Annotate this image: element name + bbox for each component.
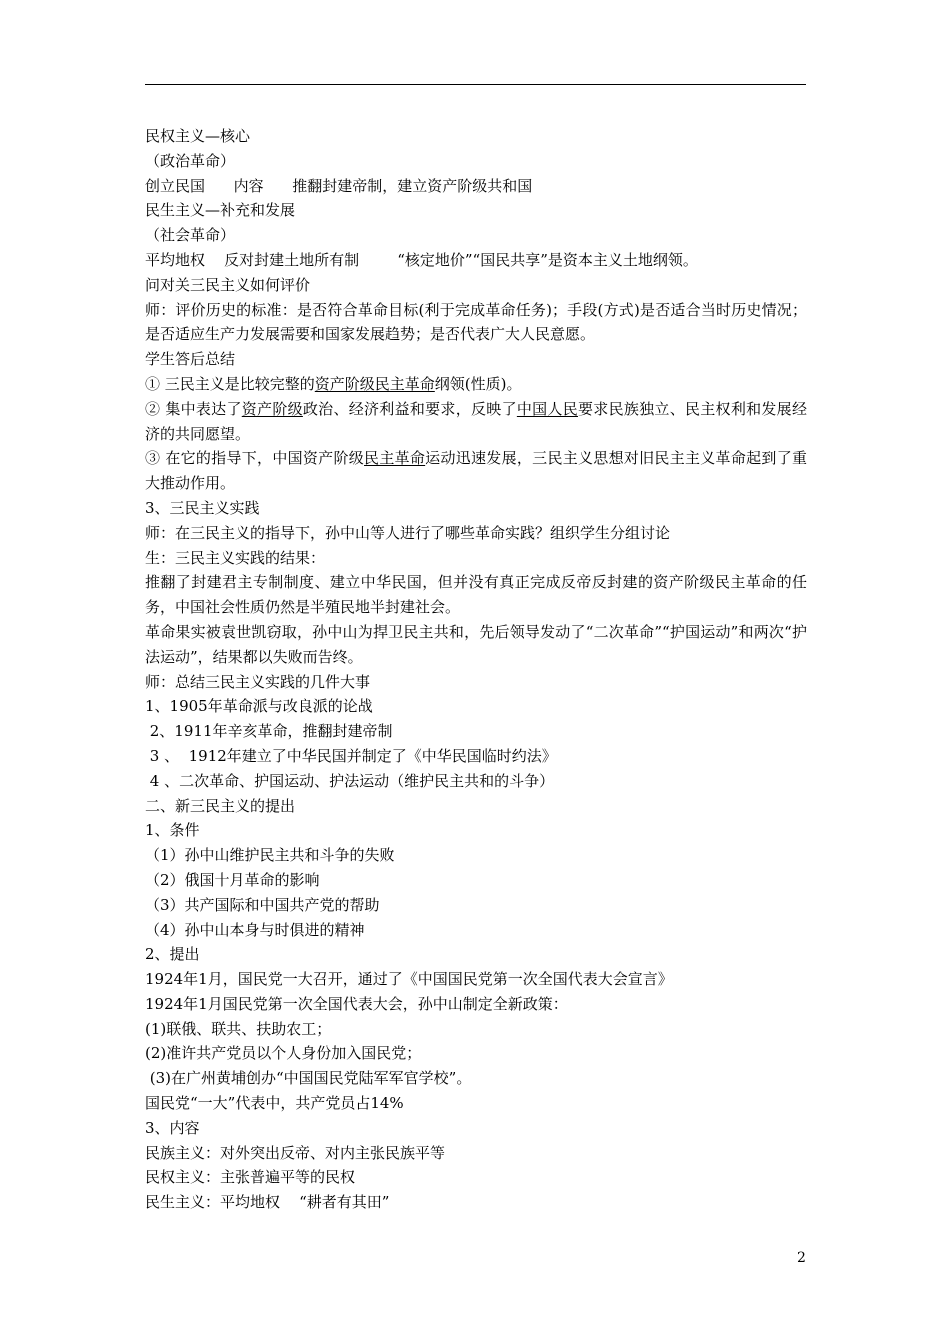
summary-text: 运动迅速发展，三民主义思想对旧民主主义革命起到了重大推动作用。 — [145, 449, 807, 493]
text-line: 学生答后总结 — [145, 350, 236, 369]
page-number: 2 — [797, 1250, 806, 1266]
text-line: 民权主义：主张普遍平等的民权 — [145, 1168, 356, 1187]
underlined-term: 资产阶级民主革命 — [314, 374, 435, 393]
text-line: 国民党“一大”代表中，共产党员占14% — [145, 1094, 404, 1113]
summary-text: ① 三民主义是比较完整的 — [145, 374, 315, 393]
summary-text: ② 集中表达了 — [145, 399, 242, 418]
summary-point-1 — [145, 372, 807, 397]
list-item: （4）孙中山本身与时俱进的精神 — [145, 920, 365, 939]
list-item: 3 、 1912年建立了中华民国并制定了《中华民国临时约法》 — [145, 746, 557, 765]
text-line: 问对关三民主义如何评价 — [145, 275, 311, 294]
text-line: 民生主义：平均地权 “耕者有其田” — [145, 1193, 390, 1212]
text-line: 民族主义：对外突出反帝、对内主张民族平等 — [145, 1143, 446, 1162]
list-item: 4 、二次革命、护国运动、护法运动（维护民主共和的斗争） — [145, 771, 555, 790]
text-line: （社会革命） — [145, 226, 236, 245]
paragraph-results: 推翻了封建君主专制制度、建立中华民国，但并没有真正完成反帝反封建的资产阶级民主革命的任务，中国社会性质仍然是半殖民地半封建社会。 — [145, 573, 807, 617]
underlined-term: 民主革命 — [364, 449, 426, 468]
summary-point-2 — [145, 397, 807, 447]
text-line: 1924年1月，国民党一大召开，通过了《中国国民党第一次全国代表大会宣言》 — [145, 970, 673, 989]
text-line: 生：三民主义实践的结果： — [145, 548, 326, 567]
underlined-term: 中国人民 — [516, 399, 578, 418]
list-item: 1、1905年革命派与改良派的论战 — [145, 697, 373, 716]
list-item: （1）孙中山维护民主共和斗争的失败 — [145, 846, 395, 865]
text-line: 平均地权 反对封建土地所有制 “核定地价”“国民共享”是资本主义土地纲领。 — [145, 250, 698, 269]
summary-text: 纲领(性质)。 — [434, 374, 522, 393]
summary-text: ③ 在它的指导下，中国资产阶级 — [145, 449, 365, 468]
text-line: 师：在三民主义的指导下，孙中山等人进行了哪些革命实践？组织学生分组讨论 — [145, 523, 671, 542]
text-line: （政治革命） — [145, 151, 236, 170]
summary-point-3 — [145, 446, 807, 496]
section-heading: 3、三民主义实践 — [145, 498, 260, 517]
text-line: 民权主义—核心 — [145, 127, 251, 145]
text-line: 民生主义—补充和发展 — [145, 201, 296, 220]
list-item: 2、1911年辛亥革命，推翻封建帝制 — [145, 722, 393, 741]
paragraph-evaluation-standard: 师：评价历史的标准：是否符合革命目标(利于完成革命任务)；手段(方式)是否适合当时历史情况；是否适应生产力发展需要和国家发展趋势；是否代表广大人民意愿。 — [145, 300, 807, 344]
header-rule — [145, 84, 806, 85]
list-item: (2)准许共产党员以个人身份加入国民党； — [145, 1044, 422, 1063]
text-line: 创立民国 内容 推翻封建帝制，建立资产阶级共和国 — [145, 176, 533, 195]
underlined-term: 资产阶级 — [241, 399, 303, 418]
text-line: 师：总结三民主义实践的几件大事 — [145, 672, 371, 691]
summary-text: 要求民族独立、民主权利和发展经济的共同愿望。 — [145, 399, 807, 443]
subsection-heading: 2、提出 — [145, 945, 200, 964]
list-item: (1)联俄、联共、扶助农工； — [145, 1019, 332, 1038]
summary-text: 政治、经济利益和要求，反映了 — [302, 399, 517, 418]
list-item: （2）俄国十月革命的影响 — [145, 870, 320, 889]
paragraph-revolution: 革命果实被袁世凯窃取，孙中山为捍卫民主共和，先后领导发动了“二次革命”“护国运动”和两次“护法运动”，结果都以失败而告终。 — [145, 622, 807, 666]
text-line: 1924年1月国民党第一次全国代表大会，孙中山制定全新政策： — [145, 994, 568, 1013]
document-body — [145, 124, 807, 1215]
list-item: （3）共产国际和中国共产党的帮助 — [145, 895, 380, 914]
section-heading: 二、新三民主义的提出 — [145, 796, 296, 815]
list-item: (3)在广州黄埔创办“中国国民党陆军军官学校”。 — [145, 1069, 472, 1088]
subsection-heading: 1、条件 — [145, 821, 200, 840]
subsection-heading: 3、内容 — [145, 1118, 200, 1137]
